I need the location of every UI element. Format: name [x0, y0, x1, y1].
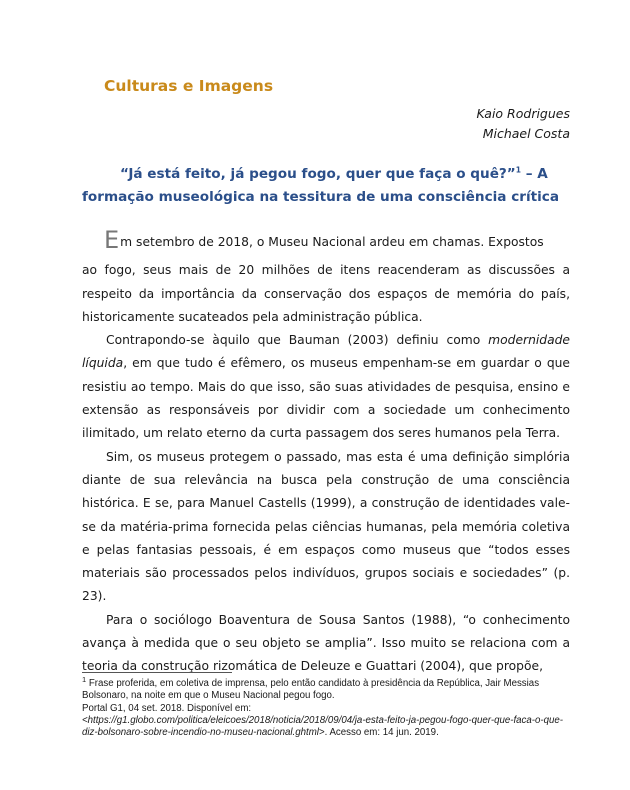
article-body — [82, 226, 570, 679]
paragraph: Para o sociólogo Boaventura de Sousa Santos (1988), “o conhecimento avança à medida que o seu objeto se amplia”. Isso muito se relaciona com a teoria da construção rizomática de Deleuze e Guattari (2004), que propõe, — [82, 612, 570, 674]
footnote-reference[interactable]: 1 — [515, 165, 521, 175]
paragraph: Sim, os museus protegem o passado, mas esta é uma definição simplória diante de sua relevância na busca pela construção de uma consciência histórica. E se, para Manuel Castells (1999), a construção de identidades vale-se da matéria-prima fornecida pelas ciências humanas, pela memória coletiva e pelas fantasias pessoais, é em espaços como museus que “todos esses materiais são processados pelos indivíduos, grupos sociais e sociedades” (p. 23). — [82, 449, 570, 604]
article-title-line-1 — [82, 163, 570, 186]
author-list — [477, 104, 570, 144]
footnote-body: Frase proferida, em coletiva de imprensa, pelo então candidato à presidência da República, Jair Messias Bolsonaro, na noite em que o Museu Nacional pegou fogo. — [82, 678, 540, 702]
footnote-mark: 1 — [82, 674, 87, 684]
footnote-divider — [82, 672, 232, 673]
article-title-quote: “Já está feito, já pegou fogo, quer que faça o quê?” — [120, 166, 516, 182]
footnote-url-link[interactable]: <https://g1.globo.com/politica/eleicoes/2018/noticia/2018/09/04/ja-esta-feito-ja-pegou-fogo-quer-que-faca-o-que-diz-bolsonaro-sobre-incendio-no-museu-nacional.ghtml> — [82, 714, 564, 739]
section-title: Culturas e Imagens — [104, 77, 274, 95]
footnote — [82, 674, 570, 739]
article-title-line-2: formação museológica na tessitura de uma consciência crítica — [82, 189, 560, 205]
paragraph — [82, 226, 570, 329]
article-title-tail: – A — [520, 166, 548, 182]
author-name: Kaio Rodrigues — [476, 106, 570, 121]
paragraph-text: Contrapondo-se àquilo que Bauman (2003) definiu como — [106, 333, 489, 348]
paragraph-text: , em que tudo é efêmero, os museus empenham-se em guardar o que resistiu ao tempo. Mais do que isso, são suas atividades de pesquisa, ensino e extensão as responsáveis por dividir com a sociedade um conhecimento ilimitado, um relato eterno da curta passagem dos seres humanos pela Terra. — [82, 356, 570, 441]
footnote-access-date: . Acesso em: 14 jun. 2019. — [324, 727, 439, 739]
emphasis-term: modernidade líquida — [82, 333, 570, 371]
drop-cap: E — [104, 226, 120, 254]
paragraph-first-line-text: m setembro de 2018, o Museu Nacional ardeu em chamas. Expostos — [120, 235, 544, 249]
footnote-text — [82, 674, 570, 703]
paragraph-text: ao fogo, seus mais de 20 milhões de itens reacenderam as discussões a respeito da importância da conservação dos espaços de memória do país, historicamente sucateados pela administração pública. — [82, 263, 570, 324]
paragraph-first-line — [82, 226, 570, 254]
footnote-source: Portal G1, 04 set. 2018. Disponível em: — [82, 702, 252, 714]
article-title — [82, 163, 570, 209]
author-name: Michael Costa — [482, 126, 570, 141]
paragraph — [82, 329, 570, 445]
footnote-link-line — [82, 715, 570, 740]
